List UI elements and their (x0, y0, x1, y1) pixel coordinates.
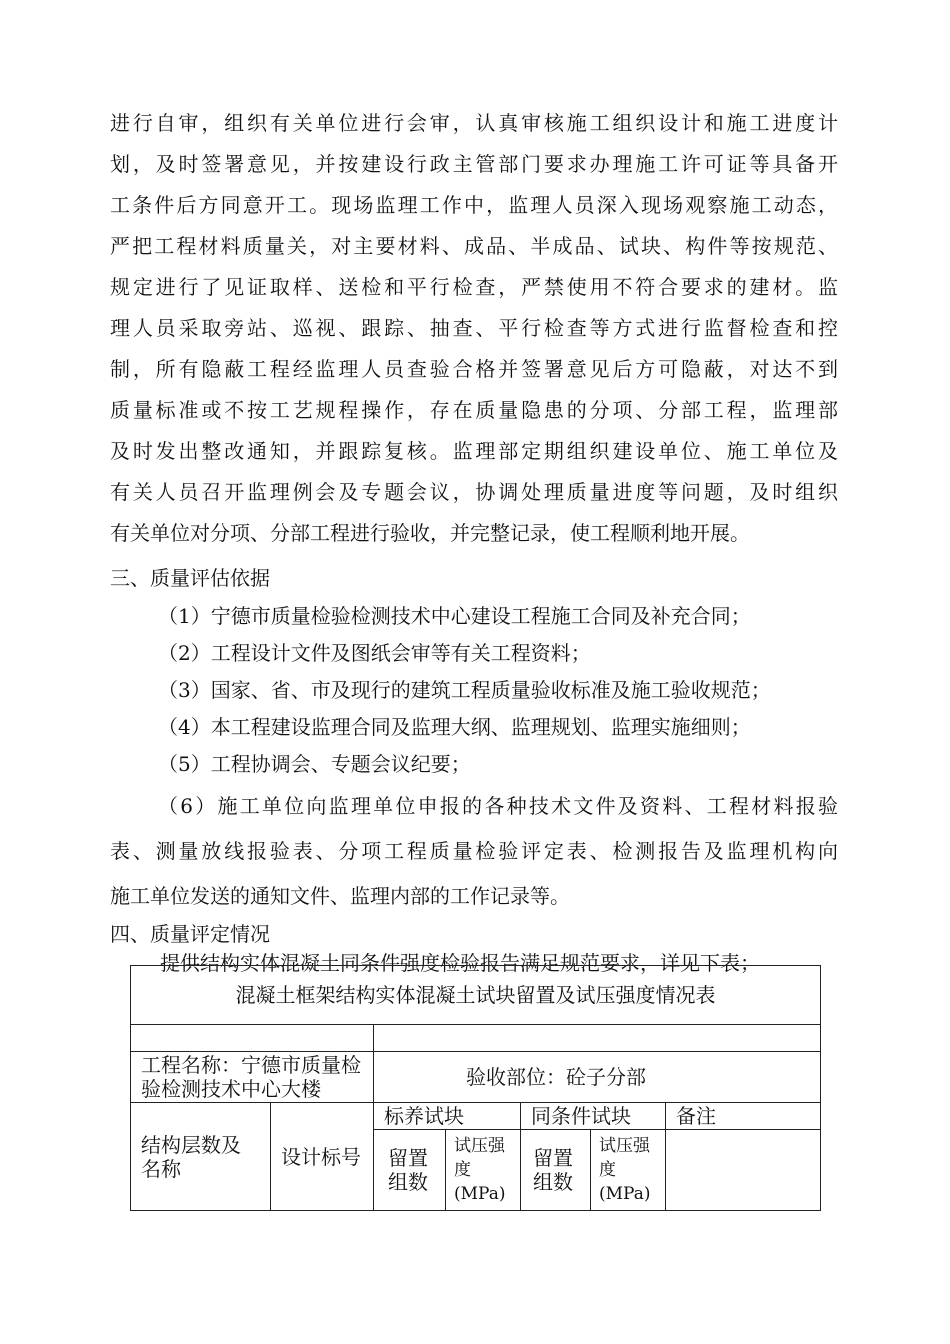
paragraph-line: 严把工程材料质量关，对主要材料、成品、半成品、试块、构件等按规范、 (110, 234, 838, 258)
acceptance-part-cell: 验收部位：砼子分部 (374, 1052, 821, 1103)
paragraph-line: 及时发出整改通知，并跟踪复核。监理部定期组织建设单位、施工单位及 (110, 439, 838, 463)
basis-item: （5）工程协调会、专题会议纪要； (158, 752, 471, 776)
paragraph-line: 有关单位对分项、分部工程进行验收，并完整记录，使工程顺利地开展。 (110, 521, 750, 545)
basis-item-continued: 表、测量放线报验表、分项工程质量检验评定表、检测报告及监理机构向 (110, 839, 838, 863)
table-title: 混凝土框架结构实体混凝土试块留置及试压强度情况表 (131, 966, 821, 1025)
paragraph-line: 质量标准或不按工艺规程操作，存在质量隐患的分项、分部工程，监理部 (110, 398, 838, 422)
remark-cell (666, 1130, 821, 1211)
paragraph-line: 进行自审，组织有关单位进行会审，认真审核施工组织设计和施工进度计 (110, 111, 838, 135)
retained-groups-header: 留置组数 (521, 1130, 591, 1211)
section-heading: 三、质量评估依据 (110, 566, 270, 590)
basis-item: （1）宁德市质量检验检测技术中心建设工程施工合同及补充合同； (158, 604, 751, 628)
basis-item: （3）国家、省、市及现行的建筑工程质量验收标准及施工验收规范； (158, 678, 771, 702)
paragraph-line: 工条件后方同意开工。现场监理工作中，监理人员深入现场观察施工动态， (110, 193, 838, 217)
concrete-test-table (130, 965, 821, 1211)
table-intro: 提供结构实体混凝土同条件强度检验报告满足规范要求，详见下表； (160, 951, 760, 975)
paragraph-line: 划，及时签署意见，并按建设行政主管部门要求办理施工许可证等具备开 (110, 152, 838, 176)
structure-header: 结构层数及名称 (131, 1103, 271, 1211)
basis-item: （6）施工单位向监理单位申报的各种技术文件及资料、工程材料报验 (158, 794, 838, 818)
strength-header: 试压强度(MPa) (446, 1130, 521, 1211)
basis-item-continued: 施工单位发送的通知文件、监理内部的工作记录等。 (110, 884, 570, 908)
strength-header: 试压强度(MPa) (591, 1130, 666, 1211)
basis-item: （2）工程设计文件及图纸会审等有关工程资料； (158, 641, 591, 665)
design-grade-header: 设计标号 (271, 1103, 374, 1211)
table-empty-cell (131, 1025, 374, 1052)
project-name-cell: 工程名称：宁德市质量检验检测技术中心大楼 (131, 1052, 374, 1103)
section-heading: 四、质量评定情况 (110, 922, 270, 946)
remark-header: 备注 (666, 1103, 821, 1130)
paragraph-line: 规定进行了见证取样、送检和平行检查，严禁使用不符合要求的建材。监 (110, 275, 838, 299)
table-empty-cell (374, 1025, 821, 1052)
retained-groups-header: 留置组数 (374, 1130, 446, 1211)
paragraph-line: 制，所有隐蔽工程经监理人员查验合格并签署意见后方可隐蔽，对达不到 (110, 357, 838, 381)
standard-cure-header: 标养试块 (374, 1103, 521, 1130)
paragraph-line: 理人员采取旁站、巡视、跟踪、抽查、平行检查等方式进行监督检查和控 (110, 316, 838, 340)
same-condition-header: 同条件试块 (521, 1103, 666, 1130)
paragraph-line: 有关人员召开监理例会及专题会议，协调处理质量进度等问题，及时组织 (110, 480, 838, 504)
basis-item: （4）本工程建设监理合同及监理大纲、监理规划、监理实施细则； (158, 715, 751, 739)
